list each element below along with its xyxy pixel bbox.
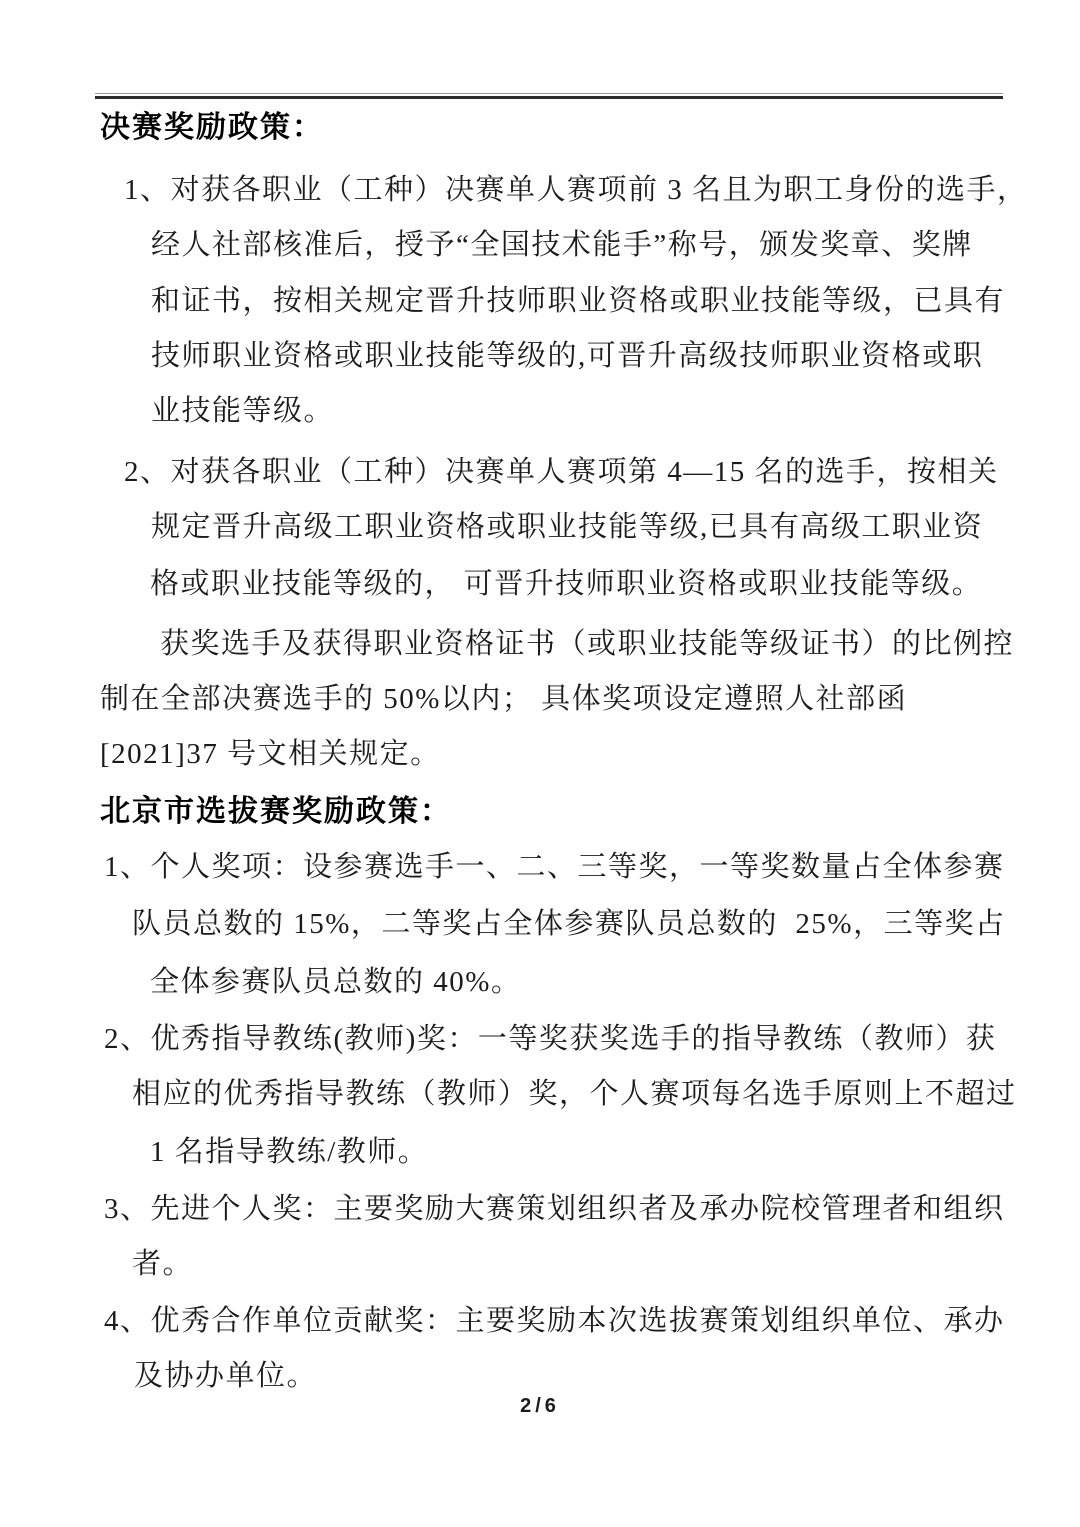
- section2-item3-line2: 者。: [132, 1248, 194, 1280]
- section1-item1-line5: 业技能等级。: [151, 395, 335, 427]
- section2-item2-line2: 相应的优秀指导教练（教师）奖，个人赛项每名选手原则上不超过: [132, 1078, 1017, 1110]
- section2-item2-line3: 1 名指导教练/教师。: [150, 1136, 429, 1168]
- section2-item1-line3: 全体参赛队员总数的 40%。: [150, 966, 522, 998]
- section2-item4-line1: 4、优秀合作单位贡献奖：主要奖励本次选拔赛策划组织单位、承办: [104, 1305, 1005, 1337]
- section1-heading: 决赛奖励政策：: [100, 111, 324, 144]
- section1-paragraph-line1: 获奖选手及获得职业资格证书（或职业技能等级证书）的比例控: [160, 628, 1015, 660]
- section2-item4-line2: 及协办单位。: [134, 1360, 318, 1392]
- section1-item1-line1: 1、对获各职业（工种）决赛单人赛项前 3 名且为职工身份的选手，: [124, 174, 1028, 206]
- page-number: 2/6: [520, 1395, 560, 1417]
- section1-paragraph-line2: 制在全部决赛选手的 50%以内； 具体奖项设定遵照人社部函: [100, 683, 908, 715]
- section1-item2-line2: 规定晋升高级工职业资格或职业技能等级,已具有高级工职业资: [151, 511, 984, 543]
- section1-item2-line1: 2、对获各职业（工种）决赛单人赛项第 4—15 名的选手，按相关: [124, 456, 999, 488]
- section1-item1-line4: 技师职业资格或职业技能等级的,可晋升高级技师职业资格或职: [151, 340, 984, 372]
- section1-paragraph-line3: [2021]37 号文相关规定。: [100, 738, 441, 770]
- section1-item1-line3: 和证书，按相关规定晋升技师职业资格或职业技能等级，已具有: [151, 285, 1006, 317]
- section2-item1-line2: 队员总数的 15%，二等奖占全体参赛队员总数的 25%，三等奖占: [132, 908, 1006, 940]
- section2-item1-line1: 1、个人奖项：设参赛选手一、二、三等奖，一等奖数量占全体参赛: [104, 851, 1005, 883]
- section2-heading: 北京市选拔赛奖励政策：: [100, 795, 452, 828]
- section2-item3-line1: 3、先进个人奖：主要奖励大赛策划组织者及承办院校管理者和组织: [104, 1193, 1005, 1225]
- section1-item1-line2: 经人社部核准后，授予“全国技术能手”称号，颁发奖章、奖牌: [151, 229, 973, 261]
- section2-item2-line1: 2、优秀指导教练(教师)奖：一等奖获奖选手的指导教练（教师）获: [104, 1023, 997, 1055]
- header-rule: [95, 93, 1003, 99]
- section1-item2-line3: 格或职业技能等级的， 可晋升技师职业资格或职业技能等级。: [150, 568, 983, 600]
